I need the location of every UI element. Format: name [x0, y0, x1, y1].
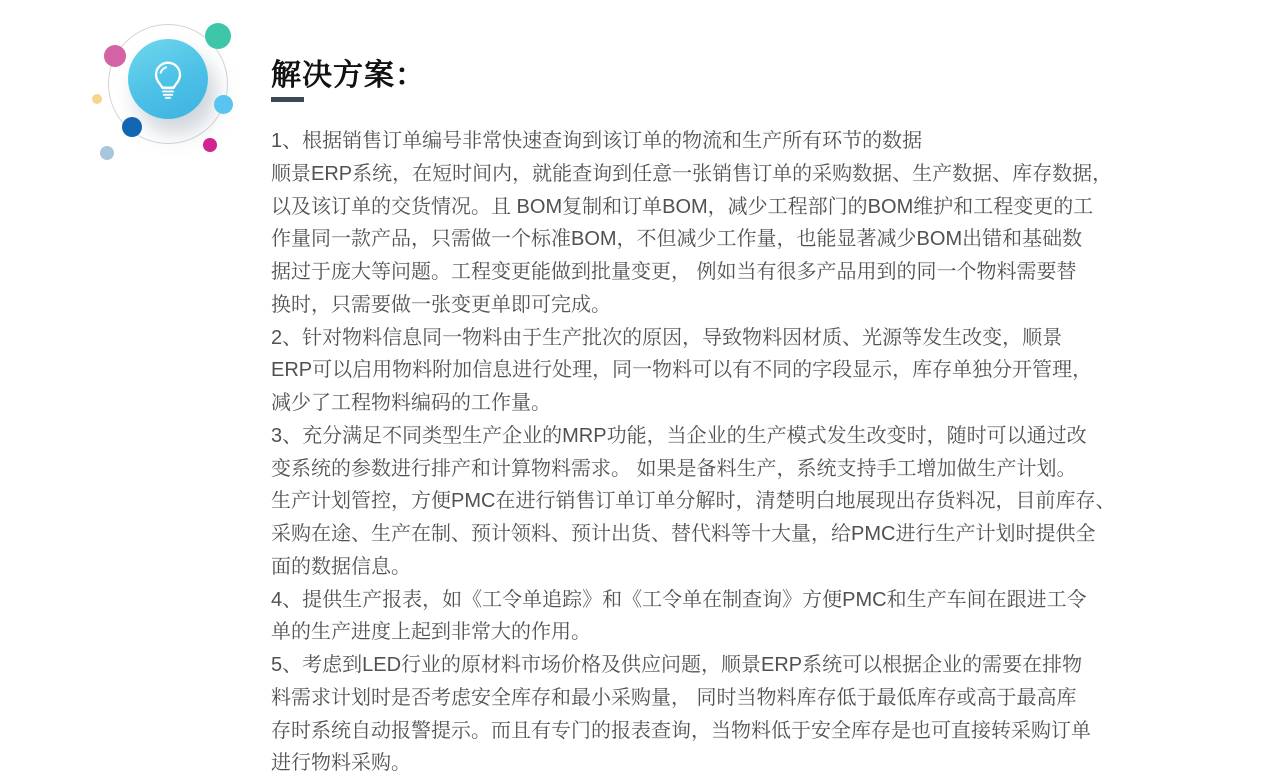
solution-text-line: 1、根据销售订单编号非常快速查询到该订单的物流和生产所有环节的数据 [271, 130, 923, 152]
section-title: 解决方案： [271, 59, 426, 93]
decor-dot-darkblue [122, 117, 142, 137]
decor-dot-yellow [92, 94, 102, 104]
solution-text-line: 单的生产进度上起到非常大的作用。 [271, 621, 591, 644]
solution-text-line: 存时系统自动报警提示。而且有专门的报表查询，当物料低于安全库存是也可直接转采购订单 [271, 719, 1091, 742]
solution-text-line: 采购在途、生产在制、预计领料、预计出货、替代料等十大量，给PMC进行生产计划时提供全 [271, 523, 1096, 545]
solution-text-line: 5、考虑到LED行业的原材料市场价格及供应问题，顺景ERP系统可以根据企业的需要在排物 [271, 654, 1083, 676]
solution-text-line: 变系统的参数进行排产和计算物料需求。 如果是备料生产，系统支持手工增加做生产计划。 [271, 457, 1077, 480]
decor-dot-pink [104, 45, 126, 67]
solution-text-line: 据过于庞大等问题。工程变更能做到批量变更， 例如当有很多产品用到的同一个物料需要替 [271, 261, 1077, 283]
solution-text-line: ERP可以启用物料附加信息进行处理，同一物料可以有不同的字段显示，库存单独分开管理， [271, 359, 1093, 382]
solution-text-line: 进行物料采购。 [271, 752, 411, 775]
solution-text-line: 减少了工程物料编码的工作量。 [271, 392, 551, 414]
solution-text-line: 以及该订单的交货情况。且 BOM复制和订单BOM，减少工程部门的BOM维护和工程变更的工 [271, 195, 1094, 218]
solution-text-line: 面的数据信息。 [271, 555, 411, 578]
solution-text [271, 125, 1216, 780]
solution-text-line: 顺景ERP系统，在短时间内，就能查询到任意一张销售订单的采购数据、生产数据、库存数据， [271, 162, 1113, 185]
decor-dot-skyblue [214, 95, 233, 114]
decor-dot-magenta [203, 138, 217, 152]
solution-text-line: 3、充分满足不同类型生产企业的MRP功能，当企业的生产模式发生改变时，随时可以通过改 [271, 424, 1087, 447]
title-underline [271, 97, 304, 102]
solution-text-line: 4、提供生产报表，如《工令单追踪》和《工令单在制查询》方便PMC和生产车间在跟进工令 [271, 588, 1087, 611]
solution-text-line: 换时，只需要做一张变更单即可完成。 [271, 293, 611, 316]
solution-text-line: 生产计划管控，方便PMC在进行销售订单订单分解时，清楚明白地展现出存货料况，目前库存、 [271, 490, 1116, 513]
solution-text-line: 2、针对物料信息同一物料由于生产批次的原因，导致物料因材质、光源等发生改变，顺景 [271, 326, 1063, 349]
decor-dot-teal [205, 23, 231, 49]
solution-text-line: 料需求计划时是否考虑安全库存和最小采购量， 同时当物料库存低于最低库存或高于最高库 [271, 686, 1077, 709]
solution-text-line: 作量同一款产品，只需做一个标准BOM，不但减少工作量，也能显著减少BOM出错和基础数 [271, 228, 1083, 251]
lightbulb-icon [128, 39, 208, 119]
decor-dot-lightblue [100, 146, 114, 160]
